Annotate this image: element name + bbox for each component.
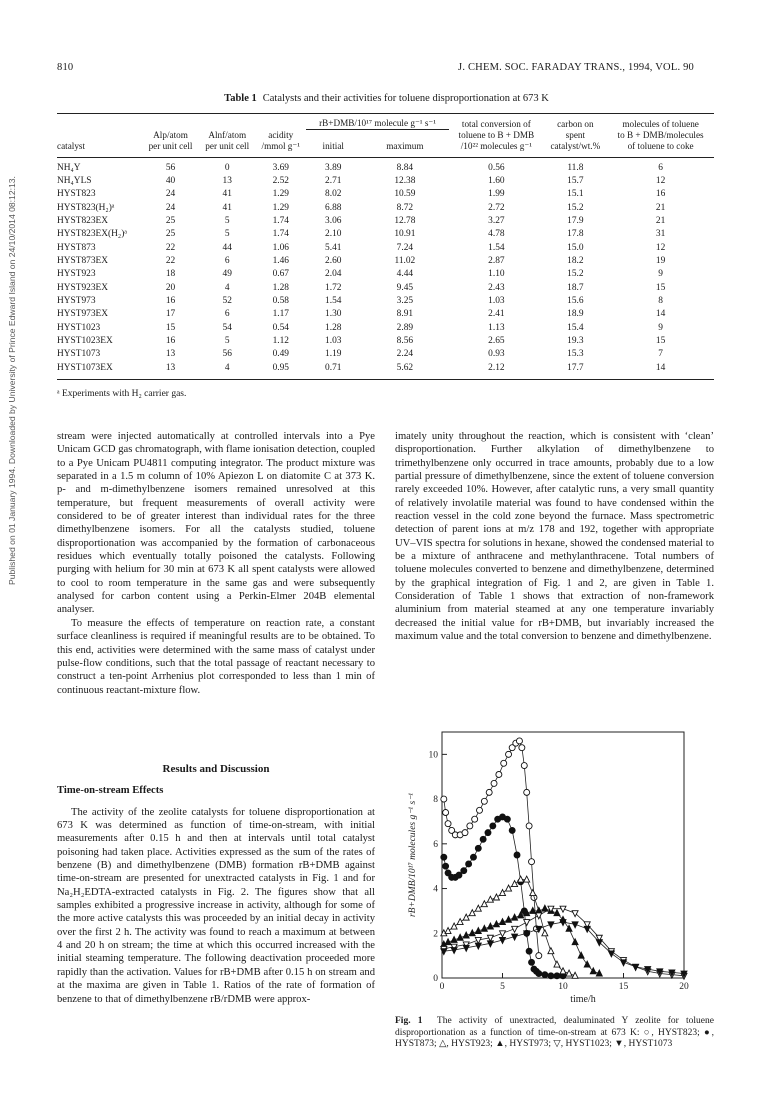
data-point: [491, 780, 497, 786]
table-footnote: ᵃ Experiments with H₂ carrier gas.: [57, 389, 187, 399]
table-cell: 1.30: [325, 309, 342, 320]
table-row: [57, 322, 714, 335]
data-point: [519, 745, 525, 751]
table-cell: 15.2: [567, 202, 584, 213]
table-cell: 16: [165, 335, 176, 346]
table-cell: 0.58: [272, 295, 289, 306]
table-row: [57, 202, 714, 215]
table-cell: 2.41: [488, 309, 505, 320]
y-tick-label: 0: [433, 974, 438, 984]
paragraph-results-cont: imately unity throughout the reaction, which is consistent with ‘clean’ disproportionation. Further alkylation of dimethylbenzene to trimethylbenzene only occurred in trace amounts, probably due to a low partial pressure of dimethylbenzene, since the extent of toluene conversion rarely exceeded 10%. However, after catalytic runs, a very small quantity of relatively involatile material was found to have condensed within the reaction vessel in the cold zone beyond the furnace. Mass spectrometric detection of parent ions at m/z 178 and 192, together with appropriate UV–VIS spectra for solutions in hexane, showed the condensed material to be a mixture of anthracene and methylanthracene. Total numbers of toluene molecules converted to benzene and dimethylbenzene, determined by the graphical integration of Fig. 1 and 2, are given in Table 1. Consideration of Table 1 shows that extraction of non-framework aluminium from material steamed at any one temperature invariably decreased the initial value for rB+DMB, but invariably increased the maximum value and the total conversion to benzene and dimethylbenzene.: [395, 431, 714, 643]
data-point: [466, 861, 472, 867]
table-cell: 9: [658, 269, 663, 280]
table-cell: 14: [655, 309, 666, 320]
table-label: Table 1: [224, 93, 257, 104]
subsection-heading: Time-on-stream Effects: [57, 785, 164, 797]
table-cell: 6: [224, 255, 230, 266]
catalyst-name: NH₄Y: [57, 162, 81, 173]
table-cell: 18: [165, 269, 176, 280]
table-cell: 18.2: [567, 255, 584, 266]
catalyst-name: HYST823: [57, 189, 96, 200]
table-cell: 2.89: [396, 322, 414, 333]
table-cell: 8.56: [396, 335, 414, 346]
download-watermark: Published on 01 January 1994. Downloaded by University of Prince Edward Island on 24/10/2014 08:12:13.: [7, 176, 17, 585]
table-cell: 41: [222, 202, 232, 213]
figure-label: Fig. 1: [395, 1016, 423, 1026]
data-point: [475, 845, 481, 851]
table-cell: 24: [165, 189, 176, 200]
table-cell: 5: [224, 335, 230, 346]
table-cell: 1.74: [272, 215, 289, 226]
data-point: [530, 890, 536, 896]
table-cell: 8.84: [396, 162, 414, 173]
table-row: [57, 282, 714, 295]
table-cell: 16: [655, 189, 666, 200]
chart-marks: [441, 738, 687, 979]
table-cell: 3.69: [272, 162, 289, 173]
data-point: [496, 771, 502, 777]
carbon-header-1: carbon on: [544, 114, 608, 130]
table-cell: 3.25: [396, 295, 414, 306]
left-column-bottom: [57, 763, 375, 1006]
initial-header: initial: [306, 141, 361, 158]
data-point: [451, 923, 457, 929]
table-cell: 9.45: [396, 282, 414, 293]
table-cell: 12: [655, 242, 666, 253]
table-row: [57, 348, 714, 361]
table-cell: 3.89: [325, 162, 342, 173]
data-point: [445, 821, 451, 827]
rate-group-header: rB+DMB/10¹⁷ molecule g⁻¹ s⁻¹: [306, 114, 449, 130]
table-cell: 19.3: [567, 335, 584, 346]
catalyst-name: HYST1073EX: [57, 362, 142, 380]
table-cell: 11.8: [567, 162, 584, 173]
table-cell: 24: [165, 202, 176, 213]
catalyst-name: NH₄YLS: [57, 175, 92, 186]
table-row: [57, 175, 714, 188]
catalyst-name: HYST923EX: [57, 282, 109, 293]
data-point: [542, 972, 548, 978]
table-cell: 1.46: [272, 255, 289, 266]
data-point: [443, 810, 449, 816]
data-point: [445, 928, 451, 934]
data-point: [596, 940, 602, 946]
table-cell: 0.56: [488, 162, 505, 173]
table-cell: 56: [222, 349, 232, 360]
catalyst-name: HYST923: [57, 269, 96, 280]
table-cell: 1.60: [488, 175, 505, 186]
table-cell: 15: [165, 322, 176, 333]
paragraph-temperature: To measure the effects of temperature on reaction rate, a constant surface cleanliness is required if meaningful results are to be obtained. To this end, activities were determined with the same mass of catalyst under pulse-flow conditions, such that the total passage of reactant necessary to construct a ten-point Arrhenius plot corresponded to less than 1 min of continuous reactant-mixture flow.: [57, 617, 375, 696]
table-cell: 12: [655, 175, 666, 186]
data-point: [475, 905, 481, 911]
data-point: [536, 971, 542, 977]
y-tick-label: 2: [433, 929, 438, 940]
data-point: [554, 961, 560, 967]
table-cell: 9: [658, 322, 663, 333]
table-cell: 1.17: [272, 309, 289, 320]
table-row: [57, 215, 714, 228]
data-point: [477, 807, 483, 813]
data-point: [461, 868, 467, 874]
catalyst-name: HYST1073: [57, 349, 101, 360]
data-point: [529, 859, 535, 865]
catalyst-name: HYST873EX: [57, 255, 109, 266]
table-cell: 8.02: [325, 189, 342, 200]
chart-axes: [408, 732, 689, 1005]
table-row: [57, 308, 714, 321]
data-point: [481, 901, 487, 907]
table-cell: 2.87: [488, 255, 505, 266]
table-cell: 18.7: [567, 282, 584, 293]
table-cell: 2.71: [325, 175, 342, 186]
table-cell: 6.88: [325, 202, 342, 213]
table-cell: 7.24: [396, 242, 414, 253]
table-cell: 21: [655, 215, 666, 226]
table-cell: 12.38: [394, 175, 416, 186]
table-row: [57, 255, 714, 268]
conversion-header-2: toluene to B + DMB: [458, 129, 535, 140]
table-caption: [0, 93, 773, 104]
table-cell: 15: [655, 282, 666, 293]
x-axis-label: time/h: [570, 994, 596, 1005]
table-cell: 1.19: [325, 349, 342, 360]
table-cell: 2.65: [488, 335, 505, 346]
data-point: [469, 910, 475, 916]
data-point: [500, 890, 506, 896]
figure-1-chart: [395, 720, 714, 1010]
paragraph-time-on-stream: The activity of the zeolite catalysts for toluene disproportionation at 673 K was determined as function of time-on-stream, with initial measurements after 0.15 h and then at intervals until total catalyst poisoning had taken place. Activities expressed as the sum of the rates of benzene (B) and dimethylbenzene (DMB) formation rB+DMB against time-on-stream are presented for unextracted catalysts in Fig. 1 and for Na₂H₂EDTA-extracted catalysts in Fig. 2. The figures show that all samples exhibited a progressive increase in activity, although for some of the more active catalysts this was proceeded by an initial decay in activity over the first 2 h. The activity was found to reach a maximum at between 4 and 20 h on stream; the time at which this occurred increased with the initial steaming temperature. The following deactivation proceeded more rapidly than the activation. Values for rB+DMB after 0.15 h on stream and at the maxima are given in Table 1. Ratios of the rate of formation of benzene to that of dimethylbenzene rB/rDMB were approx-: [57, 806, 375, 1005]
data-point: [542, 905, 548, 911]
data-point: [506, 751, 512, 757]
table-cell: 15.1: [567, 189, 584, 200]
alp-header-2: per unit cell: [142, 141, 199, 158]
data-point: [554, 973, 560, 979]
table-cell: 5: [224, 215, 230, 226]
table-cell: 2.12: [449, 362, 543, 380]
table-cell: 14: [607, 362, 714, 380]
table-cell: 15.4: [567, 322, 584, 333]
table-cell: 2.52: [272, 175, 289, 186]
table-cell: 0.49: [272, 349, 289, 360]
table-cell: 15.7: [567, 175, 584, 186]
table-row: [57, 157, 714, 175]
conversion-header-3: /10²² molecules g⁻¹: [449, 141, 543, 158]
table-cell: 0.93: [488, 349, 505, 360]
data-point: [524, 920, 530, 926]
carbon-header-2: spent: [565, 129, 586, 140]
left-column-top: [57, 430, 375, 697]
table-cell: 56: [165, 162, 176, 173]
table-cell: 2.10: [325, 229, 342, 240]
table-cell: 1.99: [488, 189, 505, 200]
table-row: [57, 268, 714, 281]
conversion-header-1: total conversion of: [449, 114, 543, 130]
journal-header: J. CHEM. SOC. FARADAY TRANS., 1994, VOL. 90: [458, 62, 694, 73]
data-point: [501, 760, 507, 766]
table-cell: 44: [222, 242, 232, 253]
data-point: [514, 852, 520, 858]
data-point: [572, 911, 578, 917]
table-cell: 2.60: [325, 255, 342, 266]
catalyst-name: HYST973: [57, 295, 96, 306]
x-tick-label: 5: [500, 982, 505, 992]
table-row: [57, 242, 714, 255]
series-line: [444, 817, 563, 976]
data-point: [441, 796, 447, 802]
y-tick-label: 10: [428, 750, 438, 761]
table-cell: 6: [658, 162, 663, 173]
table-cell: 2.24: [396, 349, 414, 360]
table-cell: 40: [165, 175, 176, 186]
data-point: [572, 939, 578, 945]
carbon-header-3: catalyst/wt.%: [544, 141, 608, 158]
data-point: [524, 789, 530, 795]
data-point: [463, 914, 469, 920]
table-cell: 15: [655, 335, 666, 346]
table-cell: 5: [224, 229, 230, 240]
y-tick-label: 8: [433, 795, 438, 806]
data-point: [548, 948, 554, 954]
table-cell: 13: [165, 349, 176, 360]
table-cell: 17: [165, 309, 176, 320]
table-cell: 15.0: [567, 242, 584, 253]
data-point: [441, 854, 447, 860]
catalyst-name: HYST823(H₂)ᵃ: [57, 202, 115, 213]
data-point: [486, 789, 492, 795]
x-tick-label: 20: [679, 982, 689, 992]
data-point: [481, 798, 487, 804]
table-cell: 1.10: [488, 269, 505, 280]
table-cell: 3.27: [488, 215, 505, 226]
table-row: [57, 295, 714, 308]
alnf-header-1: Alnf/atom: [208, 129, 247, 140]
table-cell: 0.95: [256, 362, 306, 380]
catalyst-table: [57, 113, 714, 380]
table-cell: 31: [655, 229, 666, 240]
data-point: [578, 952, 584, 958]
table-cell: 1.06: [272, 242, 289, 253]
table-cell: 10.91: [394, 229, 416, 240]
alnf-header-2: per unit cell: [199, 141, 256, 158]
data-point: [485, 830, 491, 836]
data-point: [480, 836, 486, 842]
table-cell: 19: [655, 255, 666, 266]
table-cell: 2.04: [325, 269, 342, 280]
table-cell: 1.28: [272, 282, 289, 293]
catalyst-name: HYST823EX(H₂)ᵃ: [57, 229, 127, 240]
y-axis-label: rB+DMB/10¹⁷ molecules g⁻¹ s⁻¹: [408, 792, 418, 918]
table-cell: 1.54: [488, 242, 505, 253]
series-line: [444, 880, 575, 976]
coke-header-2: to B + DMB/molecules: [617, 129, 704, 140]
data-point: [526, 823, 532, 829]
data-point: [470, 854, 476, 860]
data-point: [509, 827, 515, 833]
table-row: [57, 335, 714, 348]
data-point: [608, 951, 614, 957]
section-heading: Results and Discussion: [162, 763, 270, 775]
data-point: [521, 763, 527, 769]
table-row: [57, 362, 714, 380]
maximum-header: maximum: [361, 141, 450, 158]
x-tick-label: 0: [439, 982, 445, 992]
table-cell: 4: [224, 282, 230, 293]
catalyst-header: catalyst: [57, 141, 142, 158]
table-cell: 22: [165, 242, 176, 253]
table-cell: 10.59: [394, 189, 416, 200]
table-cell: 7: [658, 349, 663, 360]
data-point: [467, 823, 473, 829]
table-cell: 2.43: [488, 282, 505, 293]
data-point: [443, 863, 449, 869]
data-point: [524, 876, 530, 882]
data-point: [516, 738, 522, 744]
catalyst-name: HYST973EX: [57, 309, 109, 320]
catalyst-name: HYST1023EX: [57, 335, 113, 346]
table-cell: 1.29: [272, 189, 289, 200]
data-point: [536, 953, 542, 959]
table-cell: 15.3: [567, 349, 584, 360]
table-cell: 0.67: [272, 269, 289, 280]
table-cell: 1.13: [488, 322, 505, 333]
data-point: [504, 816, 510, 822]
data-point: [456, 872, 462, 878]
data-point: [512, 881, 518, 887]
table-cell: 12.78: [394, 215, 416, 226]
acidity-header-2: /mmol g⁻¹: [256, 141, 306, 158]
table-row: [57, 188, 714, 201]
table-cell: 4.44: [396, 269, 414, 280]
table-cell: 0: [224, 162, 230, 173]
acidity-header-1: acidity: [268, 129, 294, 140]
data-point: [490, 823, 496, 829]
table-cell: 5.62: [361, 362, 450, 380]
data-point: [526, 948, 532, 954]
table-cell: 6: [224, 309, 230, 320]
table-cell: 4.78: [488, 229, 505, 240]
data-point: [493, 894, 499, 900]
table-cell: 25: [165, 215, 176, 226]
table-cell: 1.74: [272, 229, 289, 240]
figure-caption-text: The activity of unextracted, dealuminated Y zeolite for toluene disproportionation as a function of time-on-stream at 673 K: ○, HYST823; ●, HYST873; △, HYST923; ▲, HYST973; ▽, HYST1023; ▼, HYST1073: [395, 1016, 714, 1049]
table-cell: 0.54: [272, 322, 289, 333]
table-cell: 17.9: [567, 215, 584, 226]
data-point: [542, 930, 548, 936]
table-cell: 8.91: [396, 309, 414, 320]
table-cell: 1.12: [272, 335, 289, 346]
table-cell: 15.6: [567, 295, 584, 306]
data-point: [462, 830, 468, 836]
y-tick-label: 4: [433, 884, 438, 895]
table-cell: 1.28: [325, 322, 342, 333]
catalyst-name: HYST873: [57, 242, 96, 253]
table-cell: 41: [222, 189, 232, 200]
table-cell: 54: [222, 322, 232, 333]
table-cell: 22: [165, 255, 176, 266]
table-cell: 20: [165, 282, 176, 293]
coke-header-1: molecules of toluene: [607, 114, 714, 130]
data-point: [457, 919, 463, 925]
table-cell: 49: [222, 269, 232, 280]
page-number: 810: [57, 62, 74, 73]
x-tick-label: 15: [618, 982, 629, 992]
catalyst-name: HYST1023: [57, 322, 101, 333]
table-row: [57, 228, 714, 241]
table-cell: 8.72: [396, 202, 414, 213]
table-cell: 25: [165, 229, 176, 240]
catalyst-name: HYST823EX: [57, 215, 109, 226]
table-cell: 17.8: [567, 229, 584, 240]
table-cell: 3.06: [325, 215, 342, 226]
table-cell: 13: [222, 175, 232, 186]
coke-header-3: of toluene to coke: [607, 141, 714, 158]
data-point: [472, 816, 478, 822]
y-tick-label: 6: [433, 839, 438, 850]
table-cell: 18.9: [567, 309, 584, 320]
table-cell: 1.72: [325, 282, 342, 293]
table-cell: 52: [222, 295, 232, 306]
data-point: [529, 959, 535, 965]
table-cell: 1.03: [325, 335, 342, 346]
table-cell: 13: [142, 362, 199, 380]
table-cell: 0.71: [306, 362, 361, 380]
x-tick-label: 10: [558, 982, 568, 992]
table-cell: 1.54: [325, 295, 342, 306]
table-cell: 2.72: [488, 202, 505, 213]
paragraph-methods: stream were injected automatically at controlled intervals into a Pye Unicam GCD gas chromatograph, with flame ionisation detection, coupled to a Pye Unicam PU4811 computing integrator. The product mixture was separated in a 1.5 m column of 10% Apiezon L on diatomite C at 373 K. p- and m-dimethylbenzene isomers remained unresolved at this temperature, but frequent measurements of overall activity were considered to be of greater interest than individual rates for the three dimethylbenzene isomers. For all the catalysts studied, toluene disproportionation was accompanied by the formation of carbonaceous residues which eventually totally poisoned the catalysts. Following purging with helium for 30 min at 673 K all spent catalysts were allowed to cool to room temperature in the same gas and were subsequently analysed for carbon content using a Perkin-Elmer 204B elemental analyser.: [57, 431, 375, 616]
table-cell: 16: [165, 295, 176, 306]
table-cell: 5.41: [325, 242, 342, 253]
data-point: [506, 885, 512, 891]
table-cell: 8: [658, 295, 663, 306]
table-cell: 21: [655, 202, 666, 213]
table-cell: 1.03: [488, 295, 505, 306]
table-caption-text: Catalysts and their activities for toluene disproportionation at 673 K: [262, 93, 549, 104]
table-cell: 17.7: [544, 362, 608, 380]
right-column-top: [395, 430, 714, 644]
data-point: [548, 973, 554, 979]
table-cell: 4: [199, 362, 256, 380]
table-cell: 1.29: [272, 202, 289, 213]
table-body: [57, 157, 714, 380]
figure-caption: [395, 1016, 714, 1051]
table-cell: 11.02: [394, 255, 416, 266]
alp-header-1: Alp/atom: [153, 129, 188, 140]
table-cell: 15.2: [567, 269, 584, 280]
